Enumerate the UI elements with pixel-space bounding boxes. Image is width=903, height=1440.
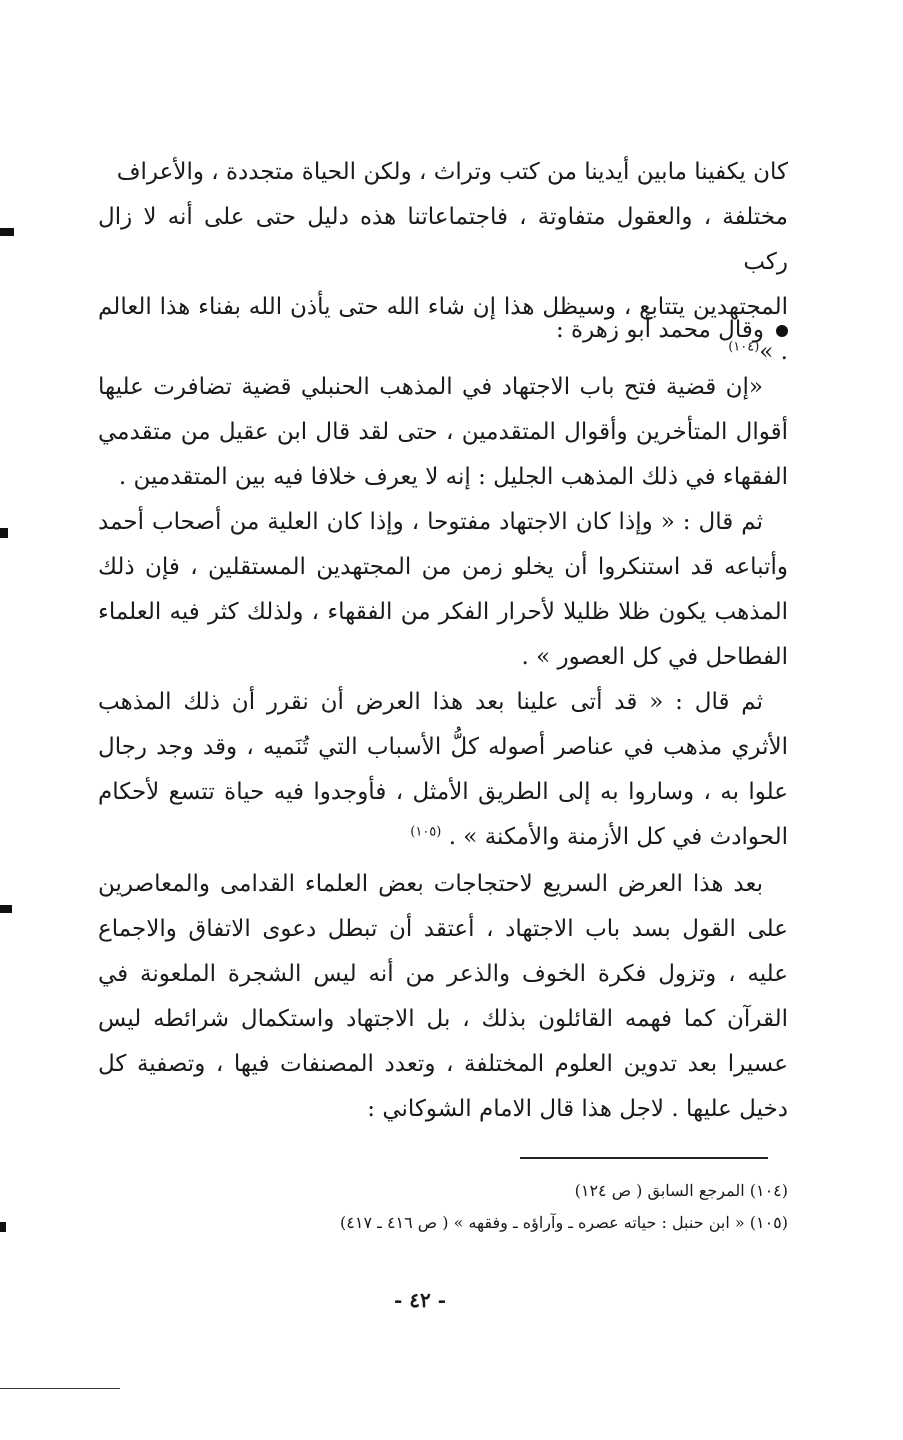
footnote-reference: (١٠٤) <box>728 339 760 355</box>
scan-edge-mark <box>0 228 14 236</box>
scan-edge-mark <box>0 1222 6 1232</box>
paragraph-line: مختلفة ، والعقول متفاوتة ، فاجتماعاتنا هذه دليل حتى على أنه لا زال ركب <box>98 204 788 275</box>
closing-paragraph <box>98 862 788 1132</box>
footnote-reference: (١٠٥) <box>410 824 442 840</box>
page-number: - ٤٢ - <box>393 1288 446 1312</box>
bullet-icon <box>776 325 788 337</box>
scan-edge-mark <box>0 528 8 538</box>
paragraph-text: بعد هذا العرض السريع لاحتجاجات بعض العلماء القدامى والمعاصرين على القول بسد باب الاجتهاد ، أعتقد أن تبطل دعوى الاتفاق والاجماع عليه ، وتزول فكرة الخوف والذعر من أنه ليس الشجرة الملعونة في القرآن كما فهمه القائلون بذلك ، بل الاجتهاد واستكمال شرائطه ليس عسيرا بعد تدوين العلوم المختلفة ، وتعدد المصنفات فيها ، وتصفية كل دخيل عليها . لاجل هذا قال الامام الشوكاني : <box>98 871 788 1122</box>
quote-paragraph: ثم قال : « وإذا كان الاجتهاد مفتوحا ، وإذا كان العلية من أصحاب أحمد وأتباعه قد استنكروا أن يخلو زمن من المجتهدين المستقلين ، فإن ذلك المذهب يكون ظلا ظليلا لأحرار الفكر من الفقهاء ، ولذلك كثر فيه العلماء الفطاحل في كل العصور » . <box>98 509 788 670</box>
scan-edge-line <box>0 1388 120 1389</box>
paragraph-line: كان يكفينا مابين أيدينا من كتب وتراث ، ولكن الحياة متجددة ، والأعراف <box>116 159 788 185</box>
paragraph-line: المجتهدين يتتابع ، وسيظل هذا إن شاء الله حتى يأذن الله بفناء هذا العالم . »$^{(١٠٤)}$ <box>98 294 788 365</box>
footnote: (١٠٤) المرجع السابق ( ص ١٢٤) <box>574 1181 788 1200</box>
section-heading <box>98 310 788 350</box>
quotation-block <box>98 365 788 860</box>
heading-text: وقال محمد أبو زهرة : <box>556 317 764 343</box>
footnotes <box>98 1175 788 1239</box>
quote-paragraph: «إن قضية فتح باب الاجتهاد في المذهب الحنبلي قضية تضافرت عليها أقوال المتأخرين وأقوال المتقدمين ، حتى لقد قال ابن عقيل من متقدمي الفقهاء في ذلك المذهب الجليل : إنه لا يعرف خلافا فيه بين المتقدمين . <box>98 374 788 490</box>
scan-edge-mark <box>0 905 12 913</box>
quote-paragraph: ثم قال : « قد أتى علينا بعد هذا العرض أن نقرر أن ذلك المذهب الأثري مذهب في عناصر أصوله كلُّ الأسباب التي تُنَميه ، وقد وجد رجال علوا به ، وساروا به إلى الطريق الأمثل ، فأوجدوا فيه حياة تتسع لأحكام الحوادث في كل الأزمنة والأمكنة » . $^{(١٠٥)}$ <box>98 689 788 850</box>
footnote: (١٠٥) « ابن حنبل : حياته عصره ـ وآراؤه ـ وفقهه » ( ص ٤١٦ ـ ٤١٧) <box>340 1213 788 1232</box>
footnote-separator <box>520 1157 768 1159</box>
